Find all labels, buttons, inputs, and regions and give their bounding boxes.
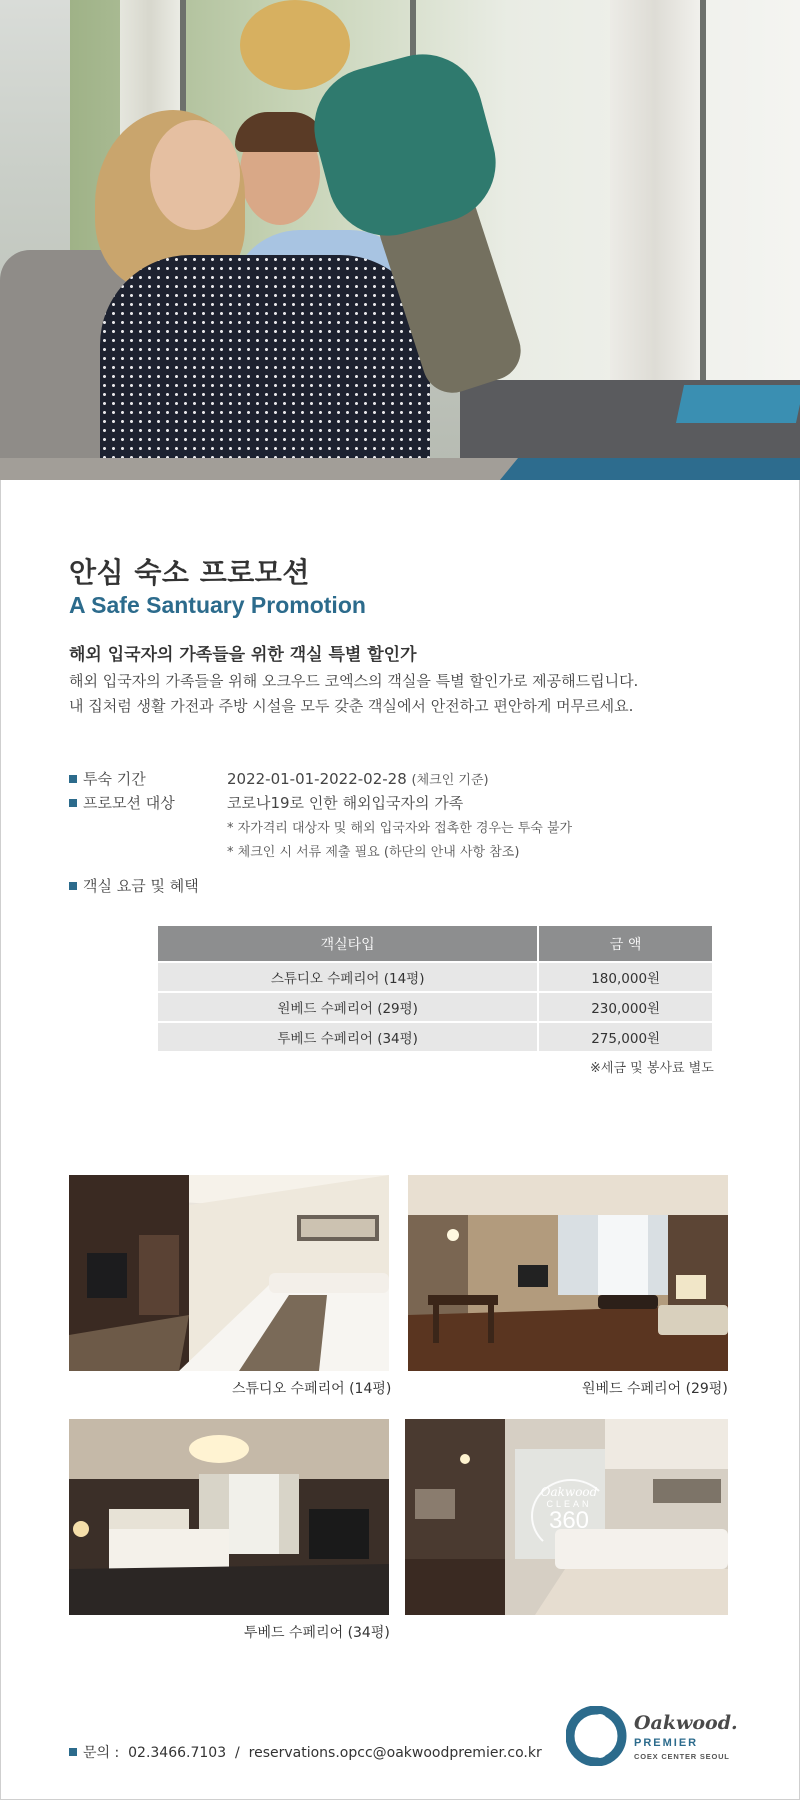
twobed-room-clean-photo	[405, 1419, 728, 1615]
bullet-icon	[69, 799, 77, 807]
contact-email[interactable]: reservations.opcc@oakwoodpremier.co.kr	[248, 1745, 542, 1761]
page-subtitle-en: A Safe Santuary Promotion	[69, 592, 366, 618]
rates-table	[156, 924, 714, 1053]
logo-brand-name: Oakwood.	[634, 1712, 738, 1734]
contact-line	[69, 1742, 542, 1762]
hero-stripe-blue	[500, 458, 800, 480]
target-value: 코로나19로 인한 해외입국자의 가족	[227, 794, 464, 812]
price-cell: 180,000원	[539, 963, 712, 991]
logo-premier: PREMIER	[634, 1737, 699, 1749]
intro-line-1: 해외 입국자의 가족들을 위해 오크우드 코엑스의 객실을 특별 할인가로 제공해드립니다.	[69, 672, 639, 690]
clean-badge-word: CLEAN	[546, 1499, 592, 1509]
hero-photo	[0, 0, 800, 458]
refresh-arc-icon	[531, 1479, 611, 1553]
table-row	[158, 963, 712, 991]
price-cell: 275,000원	[539, 1023, 712, 1051]
bullet-icon	[69, 1748, 77, 1756]
period-value: 2022-01-01-2022-02-28	[227, 770, 407, 788]
clean-360-badge	[531, 1483, 607, 1545]
onebed-caption: 원베드 수페리어 (29평)	[582, 1381, 728, 1397]
tax-note: ※세금 및 봉사료 별도	[590, 1061, 714, 1076]
price-cell: 230,000원	[539, 993, 712, 1021]
contact-label: 문의 :	[83, 1745, 120, 1761]
target-label: 프로모션 대상	[83, 794, 175, 812]
room-type-cell: 투베드 수페리어 (34평)	[158, 1023, 537, 1051]
room-type-cell: 원베드 수페리어 (29평)	[158, 993, 537, 1021]
contact-phone[interactable]: 02.3466.7103	[128, 1745, 227, 1761]
bullet-icon	[69, 882, 77, 890]
hero-stripe-grey	[0, 458, 520, 480]
intro-text	[69, 669, 749, 719]
col-header-room-type: 객실타입	[158, 926, 537, 961]
rates-section-label: 객실 요금 및 혜택	[69, 875, 199, 896]
note-documents: * 체크인 시 서류 제출 필요 (하단의 안내 사항 참조)	[227, 845, 520, 860]
clean-badge-brand: Oakwood	[540, 1485, 598, 1499]
period-label: 투숙 기간	[83, 770, 146, 788]
col-header-price: 금 액	[539, 926, 712, 961]
studio-caption: 스튜디오 수페리어 (14평)	[232, 1381, 392, 1397]
twobed-caption: 투베드 수페리어 (34평)	[244, 1625, 390, 1641]
clean-badge-number: 360	[548, 1507, 590, 1534]
intro-line-2: 내 집처럼 생활 가전과 주방 시설을 모두 갖춘 객실에서 안전하고 편안하게 머무르세요.	[69, 697, 634, 715]
oakwood-emblem-icon	[566, 1706, 630, 1766]
twobed-room-photo	[69, 1419, 389, 1615]
table-row	[158, 993, 712, 1021]
onebed-room-photo	[408, 1175, 728, 1371]
note-quarantine: * 자가격리 대상자 및 해외 입국자와 접촉한 경우는 투숙 불가	[227, 821, 573, 836]
room-type-cell: 스튜디오 수페리어 (14평)	[158, 963, 537, 991]
page-title: 안심 숙소 프로모션	[69, 556, 310, 589]
period-suffix: (체크인 기준)	[411, 773, 489, 788]
contact-separator: /	[235, 1745, 240, 1761]
section-subhead: 해외 입국자의 가족들을 위한 객실 특별 할인가	[69, 645, 417, 665]
table-row	[158, 1023, 712, 1051]
oakwood-logo	[566, 1706, 736, 1766]
promotion-info	[69, 767, 669, 867]
logo-coex: COEX CENTER SEOUL	[634, 1752, 730, 1761]
bullet-icon	[69, 775, 77, 783]
studio-room-photo	[69, 1175, 389, 1371]
